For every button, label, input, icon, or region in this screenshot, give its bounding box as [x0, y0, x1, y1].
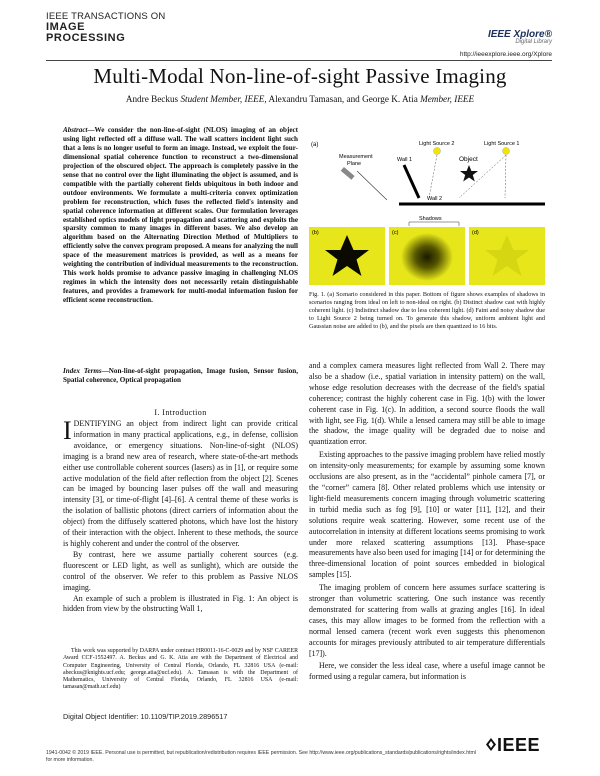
label-d: (d)	[472, 230, 479, 236]
object-star-icon	[460, 165, 478, 182]
ray-2	[429, 155, 437, 198]
doi-line[interactable]: Digital Object Identifier: 10.1109/TIP.2019.2896517	[63, 712, 228, 721]
intro-paragraph-3: An example of such a problem is illustrated in Fig. 1: An object is hidden from view by the obstructing Wall 1,	[63, 593, 298, 614]
object-label: Object	[459, 156, 478, 163]
author-2-3: Alexandru Tamasan, and George K. Atia	[268, 94, 418, 104]
light-source-2-label: Light Source 2	[419, 141, 455, 147]
xplore-url[interactable]: http://ieeexplore.ieee.org/Xplore	[459, 51, 552, 58]
abstract	[63, 126, 298, 305]
footnote-text: This work was supported by DARPA under contract HR0011-16-C-0029 and by NSF CAREER Award CCF-1552497. A. Beckus and G. K. Atia are with the Department of Electrical and Computer Engineering, University of Central Florida, Orlando, FL 32816 USA (e-mail: abeckus@knights.ucf.edu; george.atia@ucf.edu). A. Tamasan is with the Department of Mathematics, University of Central Florida, Orlando, FL 32816 USA (e-mail: tamasan@math.ucf.edu)	[63, 648, 298, 691]
shadows-label: Shadows	[419, 216, 442, 222]
footnote	[63, 648, 298, 692]
measurement-plane-shape	[341, 167, 355, 180]
copyright-notice: 1941-0042 © 2019 IEEE. Personal use is permitted, but republication/redistribution requires IEEE permission. See http://www.ieee.org/publications_standards/publications/rights/index.html for more information.	[46, 750, 477, 763]
measurement-plane-label-2: Plane	[347, 161, 362, 167]
light-source-1-label: Light Source 1	[484, 141, 520, 147]
xplore-logo	[488, 29, 552, 45]
intro-paragraph-2: By contrast, here we assume partially coherent sources (e.g. fluorescent or LED light, as well as sunlight), which are outside the control of the observer. We refer to this problem as Passive NLOS imaging.	[63, 549, 298, 592]
abstract-text: —We consider the non-line-of-sight (NLOS) imaging of an object using light reflected off a diffuse wall. The wall scatters incident light such that a lens is no longer useful to form an image. Instead, we exploit the four-dimensional spatial coherence function to reconstruct a two-dimensional projection of the obscured object. The approach is completely passive in the sense that no control over the light illuminating the object is assumed, and is compatible with the partially coherent fields ubiquitous in both indoor and outdoor environments. We formulate a multi-criteria convex optimization problem for reconstruction, which fuses the reflected field's intensity and spatial coherence information at different scales. Our formulation leverages established optics models of light propagation and scattering and exploits the sparsity common to many images in different bases. We also develop an algorithm based on the Alternating Direction Method of Multipliers to efficiently solve the convex program proposed. A means for analyzing the null space of the measurement matrices is provided, as well as a means for weighting the contribution of individual measurements to the reconstruction. This work holds promise to advance passive imaging in challenging NLOS regimes in which the intensity does not necessarily retain distinguishable features, and provides a framework for multi-modal information fusion for efficient scene reconstruction.	[63, 126, 298, 305]
figure-1-caption: Fig. 1. (a) Scenario considered in this paper. Bottom of figure shows examples of shadows in scenarios ranging from ideal on left to non-ideal on right. (b) Distinct shadow cast with highly coherent light. (c) Indistinct shadow due to less coherent light. (d) Faint and noisy shadow due to Light Source 2 being turned on. To generate this shadow, uniform ambient light and Gaussian noise are added to (b), and the pixels are then quantized to 16 bits.	[309, 291, 545, 330]
sight-line	[357, 171, 387, 200]
author-line	[0, 94, 600, 104]
index-terms-text: —Non-line-of-sight propagation, Image fusion, Sensor fusion, Spatial coherence, Optical propagation	[63, 367, 299, 384]
author-1: Andre Beckus	[125, 94, 179, 104]
paper-title: Multi-Modal Non-line-of-sight Passive Imaging	[93, 64, 507, 88]
xplore-subtitle: Digital Library	[515, 39, 552, 45]
xplore-brand: IEEE Xplore®	[487, 29, 552, 40]
right-paragraph-2: Existing approaches to the passive imaging problem have relied mostly on intensity-only measurements; for example by assuming some known occlusions are also present, as in the “accidental” pinhole camera [7], or the “corner” camera [8]. Other related problems which use intensity or light-field measurements concern imaging through volumetric scattering in turbid media such as fog [9], [10] or water [11], [12], and their solutions require weak scattering. However, some recent use of the autocorrelation in intensity at different locations seems promising to work under more relaxed scattering assumptions [13]. Phase-space measurements have also been used for imaging [14] or for determining the three-dimensional location of point sources embedded in biological samples [15].	[309, 450, 545, 580]
journal-line-2: IMAGE	[46, 21, 86, 33]
abstract-label: Abstract	[63, 126, 88, 134]
section-title-introduction: I. Introduction	[154, 408, 207, 417]
wall-1-shape	[404, 165, 419, 198]
journal-name	[46, 11, 165, 44]
wall-2-label: Wall 2	[427, 196, 443, 202]
ieee-diamond-icon	[486, 738, 496, 751]
author-1-role: Student Member, IEEE,	[180, 94, 267, 104]
right-paragraph-3: The imaging problem of concern here assumes surface scattering is stronger than volumetric scattering. One such instance was recently demonstrated for scattering from walls at grazing angles [16]. In ideal cases, this may allow images to be formed from the reflection with a normal lensed camera (recent work even suggests this phenomenon accounts for mirages previously attributed to air temperature differentials [17]).	[309, 583, 545, 658]
author-3-role: Member, IEEE	[420, 94, 475, 104]
drop-cap: I	[63, 416, 72, 445]
measurement-plane-label: Measurement	[339, 154, 373, 160]
label-b: (b)	[312, 230, 319, 236]
figure-1	[309, 138, 545, 288]
intro-paragraph-1: DENTIFYING an object from indirect light can provide critical information in many practical applications, e.g., in defense, collision avoidance, or emergency situations. Non-line-of-sight (NLOS) imaging is a brand new area of research, where state-of-the-art methods either use controllable coherent sources (lasers) as in [1], or require some active modulation of the field after reflection from the object [2]. Scenes can be imaged by bouncing laser pulses off the wall and measuring intensity [3], or time-of-flight [4]–[6]. A central theme of these works is the isolation of ballistic photons (direct carriers of information about the object) from the diffusely scattered photons, which have lost the history of their interaction with the object. Inherent to these methods, the source is highly coherent and under the control of the observer.	[63, 419, 298, 548]
journal-line-1: IEEE TRANSACTIONS ON	[46, 11, 166, 22]
wall-1-label: Wall 1	[397, 157, 413, 163]
introduction-text	[63, 416, 298, 615]
label-a: (a)	[311, 142, 319, 148]
header-rule	[46, 60, 552, 61]
right-paragraph-4: Here, we consider the less ideal case, where a useful image cannot be formed using a regular camera, but information is	[309, 661, 545, 682]
shadow-blurred	[401, 233, 453, 281]
journal-line-3: PROCESSING	[46, 32, 126, 44]
ray-1b	[505, 155, 506, 198]
label-c: (c)	[392, 230, 399, 236]
index-terms-label: Index Terms	[63, 367, 102, 375]
light-source-1-icon	[503, 148, 510, 155]
ieee-logo: IEEE	[497, 735, 541, 755]
right-paragraph-1: and a complex camera measures light reflected from Wall 2. There may also be a shadow (i.e., spatial variation in intensity pattern) on the wall, whose edge resolution decreases with the decrease of the field's spatial coherence; contrast the highly coherent case in Fig. 1(b) with the lower coherent case in Fig. 1(c). In addition, a second source floods the wall with light, see Fig. 1(d). While a lensed camera may still be able to image the shadow, the image quality will be degraded due to noise and quantization error.	[309, 361, 545, 447]
index-terms	[63, 367, 298, 385]
light-source-2-icon	[434, 148, 441, 155]
right-column-text	[309, 361, 545, 683]
